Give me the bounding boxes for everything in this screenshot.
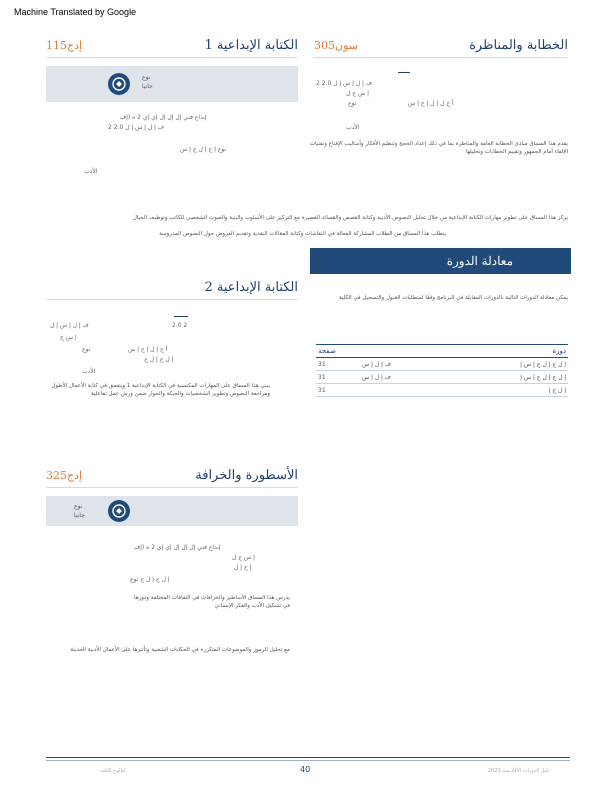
course-row: نوع إ ج إ ل ج إ س [180, 146, 227, 153]
course-row: الأدب [82, 368, 96, 375]
course-row: نوع [348, 100, 357, 107]
course-description-2: مع تحليل الرموز والموضوعات المتكررة في الحكايات الشعبية وتأثيرها على الأعمال الأدبية الحديثة [70, 647, 290, 653]
column-header [360, 345, 424, 358]
equivalency-banner: معادلة الدورة [310, 248, 571, 274]
course-info-band [46, 496, 298, 526]
course-code: سون305 [314, 39, 358, 52]
course-row: الأدب [84, 168, 98, 175]
course-row: الأدب [346, 124, 360, 131]
course-logo-icon [108, 73, 130, 95]
course-title: الكتابة الإبداعية 1 [204, 38, 298, 53]
course-row: ف إ ل إ س إ ل [50, 322, 89, 329]
course-title: الأسطورة والخرافة [195, 468, 298, 483]
table-row [316, 384, 568, 397]
course-creative-writing-1 [46, 38, 298, 102]
footer-left-text: كتالوج الكلية [100, 768, 126, 774]
course-row: إ ل ج إ ل ج نوع [130, 576, 170, 583]
table-header-row [316, 345, 568, 358]
course-row: إبداع فني إل إل إل إي إي 2 ه (إف [134, 544, 221, 551]
table-row [316, 358, 568, 371]
course-row: ف إ ل إ س إ ل 2.0 2 [108, 124, 164, 131]
band-line: نوع [74, 503, 83, 510]
table-cell: ف إ ل إ س [360, 358, 424, 371]
course-row: أ ج إ ل إ ج إ س [128, 346, 168, 353]
footer-right-text: دليل الدورات الأكاديمية 2023 [488, 768, 550, 774]
table-cell: 31 [316, 371, 360, 384]
course-logo-icon [108, 500, 130, 522]
course-description: يبني هذا المساق على المهارات المكتسبة في الكتابة الإبداعية 1 ويتعمق في كتابة الأعمال الأطول ومراجعة النصوص وتطوير الشخصيات والحبكة والحوار ضمن ورش عمل تفاعلية [51, 383, 270, 397]
table-cell: 31 [316, 358, 360, 371]
course-row: إ ج إ ل [234, 564, 252, 571]
course-code: إدج325 [46, 469, 83, 482]
equivalency-intro: يمكن معادلة الدورات التالية بالدورات المقابلة في البرنامج وفقًا لمتطلبات القبول والتسجيل في الكلية [339, 295, 568, 301]
course-public-speaking [314, 38, 568, 58]
course-info-band [46, 66, 298, 102]
course-row: ف إ ل إ س إ ل 2.0 2 [316, 80, 372, 87]
course-description: يقدم هذا المساق مبادئ الخطابة العامة والمناظرة بما في ذلك إعداد الحجج وتنظيم الأفكار وأساليب الإقناع وتقنيات الإلقاء أمام الجمهور وتقييم الخطابات وتحليلها [309, 141, 568, 155]
column-header: دورة [424, 345, 568, 358]
band-line: جانيا [74, 512, 85, 519]
course-row: إبداع فني إل إل إل إي إي 2 ه (إف [120, 114, 207, 121]
table-cell: 31 [316, 384, 360, 397]
equivalency-table [316, 344, 568, 397]
course-title: الكتابة الإبداعية 2 [204, 280, 298, 295]
course-code: إدج115 [46, 39, 83, 52]
column-header: صفحة [316, 345, 360, 358]
table-cell: ف إ ل إ س [360, 371, 424, 384]
course-row: نوع [82, 346, 91, 353]
course-row: أ ج ل إ ل إ ج إ س [408, 100, 454, 107]
table-cell [360, 384, 424, 397]
course-myth-legend [46, 468, 298, 526]
table-cell: إ ل ج إ [424, 384, 568, 397]
table-row [316, 371, 568, 384]
machine-translated-label: Machine Translated by Google [14, 7, 137, 17]
divider [174, 316, 188, 317]
page-number: 40 [300, 765, 311, 774]
course-row: 2.0 2 [172, 322, 188, 329]
footer-rule [46, 757, 570, 761]
band-line: جانيا [142, 83, 153, 90]
table-cell: إ ل ج إ ل ج إ س إ [424, 371, 568, 384]
course-note: يتطلب هذا المساق من الطلاب المشاركة الفعالة في النقاشات وكتابة المقالات النقدية وتقديم العروض حول النصوص المدروسة [159, 231, 446, 237]
divider [398, 72, 410, 73]
course-description: يدرس هذا المساق الأساطير والخرافات في الثقافات المختلفة ودورها في تشكيل الأدب والفكر الإنساني [134, 595, 290, 609]
course-row: إ ل ج إ ل ج [144, 356, 174, 363]
course-creative-writing-2 [46, 280, 298, 300]
course-row: إ س ج ل [232, 554, 255, 561]
course-title: الخطابة والمناظرة [469, 38, 568, 53]
course-row: إ س ج ل [346, 90, 369, 97]
table-cell: إ ل ج إ ل ج إ س إ [424, 358, 568, 371]
course-1-description: يركز هذا المساق على تطوير مهارات الكتابة الإبداعية من خلال تحليل النصوص الأدبية وكتابة القصص والقصائد القصيرة مع التركيز على الأسلوب والبنية والصوت الشخصي للكاتب وتوظيف الخيال [132, 215, 568, 221]
band-line: نوع [142, 74, 151, 81]
course-row: إ س ج [60, 334, 77, 341]
